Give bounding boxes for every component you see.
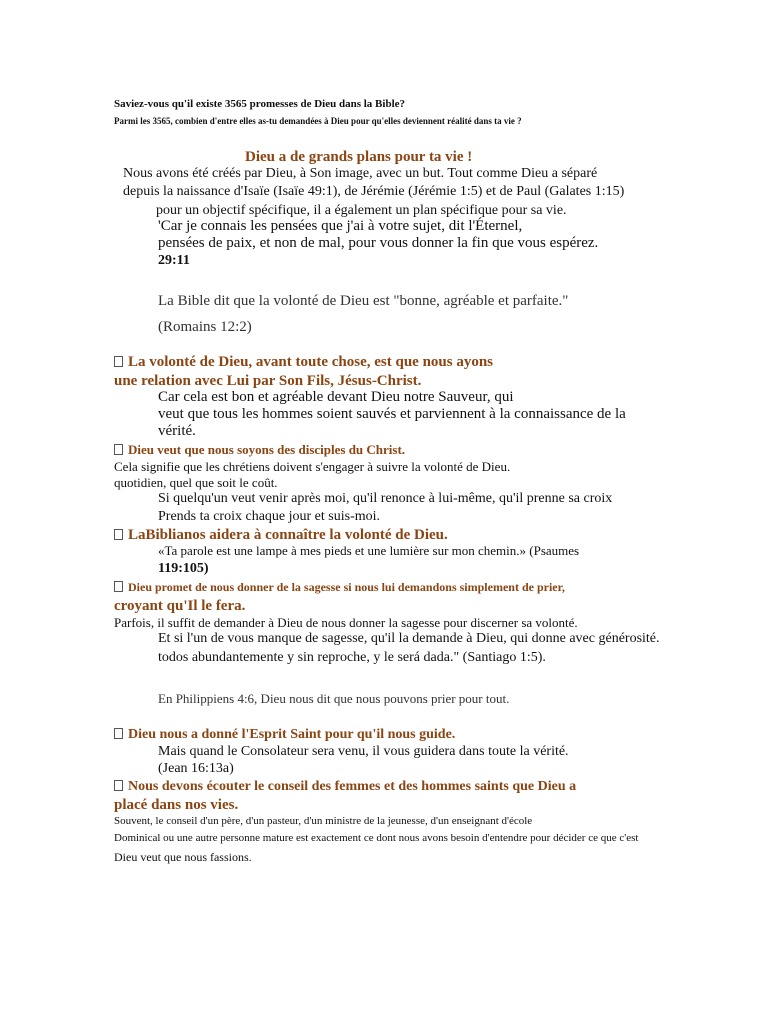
bullet-icon	[114, 356, 123, 367]
point5-title-text: Dieu nous a donné l'Esprit Saint pour qu'il nous guide.	[128, 727, 456, 742]
quote1-line-1: 'Car je connais les pensées que j'ai à votre sujet, dit l'Éternel,	[158, 218, 523, 234]
point4-quote-2: todos abundantemente y sin reproche, y le será dada." (Santiago 1:5).	[158, 650, 546, 665]
bullet-icon	[114, 581, 123, 592]
point4-title-2: croyant qu'Il le fera.	[114, 598, 246, 614]
point2-quote-2: Prends ta croix chaque jour et suis-moi.	[158, 509, 381, 524]
point6-title-2: placé dans nos vies.	[114, 797, 239, 813]
bullet-icon	[114, 728, 123, 739]
point1-title-text: La volonté de Dieu, avant toute chose, est que nous ayons	[128, 354, 494, 370]
para1-line-1: Nous avons été créés par Dieu, à Son image, avec un but. Tout comme Dieu a séparé	[123, 166, 598, 181]
point1-quote-3: vérité.	[158, 423, 196, 439]
point2-text-1: Cela signifie que les chrétiens doivent s'engager à suivre la volonté de Dieu.	[114, 459, 511, 474]
page-heading: Dieu a de grands plans pour ta vie !	[245, 149, 473, 165]
point1-quote-2: veut que tous les hommes soient sauvés et parviennent à la connaissance de la	[158, 406, 626, 422]
quote2-line-1: La Bible dit que la volonté de Dieu est "bonne, agréable et parfaite."	[158, 293, 569, 309]
quote1-line-2: pensées de paix, et non de mal, pour vous donner la fin que vous espérez.	[158, 235, 599, 251]
point4-quote-1: Et si l'un de vous manque de sagesse, qu'il la demande à Dieu, qui donne avec générosité.	[158, 631, 660, 646]
point5-quote-1: Mais quand le Consolateur sera venu, il vous guidera dans toute la vérité.	[158, 744, 569, 759]
quote1-ref: 29:11	[158, 253, 190, 268]
bullet-icon	[114, 780, 123, 791]
point2-title	[114, 443, 405, 456]
point2-title-text: Dieu veut que nous soyons des disciples du Christ.	[128, 442, 406, 457]
point5-quote-2: (Jean 16:13a)	[158, 761, 234, 776]
point6-text-2: Dominical ou une autre personne mature est exactement ce dont nous avons besoin d'entendre pour décider ce que c'est	[114, 832, 639, 844]
point1-quote-1: Car cela est bon et agréable devant Dieu notre Sauveur, qui	[158, 389, 514, 405]
point4-text: Parfois, il suffit de demander à Dieu de nous donner la sagesse pour discerner sa volonté.	[114, 615, 578, 630]
bullet-icon	[114, 529, 123, 540]
point3-quote-2: 119:105)	[158, 561, 209, 576]
point3-quote-1: «Ta parole est une lampe à mes pieds et une lumière sur mon chemin.» (Psaumes	[158, 543, 580, 558]
point4-title-text: Dieu promet de nous donner de la sagesse si nous lui demandons simplement de prier,	[128, 580, 565, 594]
point1-title-2: une relation avec Lui par Son Fils, Jésus-Christ.	[114, 373, 422, 389]
para1-line-3: pour un objectif spécifique, il a également un plan spécifique pour sa vie.	[156, 203, 567, 218]
point2-text-2: quotidien, quel que soit le coût.	[114, 475, 278, 490]
point6-text-1: Souvent, le conseil d'un père, d'un pasteur, d'un ministre de la jeunesse, d'un enseignant d'école	[114, 815, 533, 827]
intro-line-2: Parmi les 3565, combien d'entre elles as-tu demandées à Dieu pour qu'elles deviennent réalité dans ta vie ?	[114, 116, 522, 126]
point4-title-1	[114, 581, 565, 593]
point2-quote-1: Si quelqu'un veut venir après moi, qu'il renonce à lui-même, qu'il prenne sa croix	[158, 491, 613, 506]
point3-title	[114, 528, 448, 543]
point6-text-3: Dieu veut que nous fassions.	[114, 850, 252, 864]
philippians-note: En Philippiens 4:6, Dieu nous dit que nous pouvons prier pour tout.	[158, 691, 510, 706]
bullet-icon	[114, 444, 123, 455]
quote2-ref: (Romains 12:2)	[158, 319, 252, 335]
point6-title-1	[114, 780, 576, 794]
para1-line-2: depuis la naissance d'Isaïe (Isaïe 49:1), de Jérémie (Jérémie 1:5) et de Paul (Galates 1:15)	[123, 184, 625, 199]
point3-title-text: LaBiblianos aidera à connaître la volonté de Dieu.	[128, 527, 448, 543]
point6-title-text: Nous devons écouter le conseil des femmes et des hommes saints que Dieu a	[128, 779, 577, 794]
intro-line-1: Saviez-vous qu'il existe 3565 promesses de Dieu dans la Bible?	[114, 98, 406, 110]
point5-title	[114, 728, 455, 742]
point1-title-1	[114, 355, 493, 370]
